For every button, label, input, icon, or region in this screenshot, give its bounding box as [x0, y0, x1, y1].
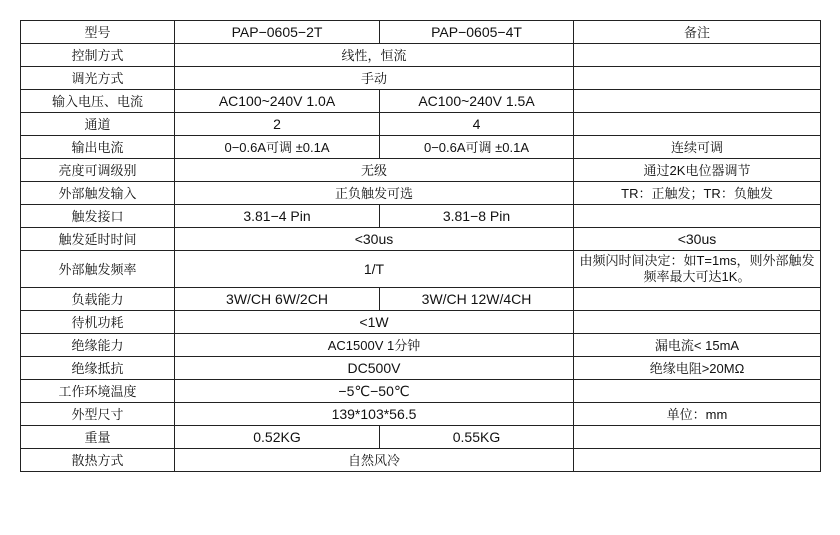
- row-label: 工作环境温度: [21, 380, 175, 403]
- note-cell: [574, 426, 821, 449]
- note-cell: 连续可调: [574, 136, 821, 159]
- note-cell: [574, 205, 821, 228]
- model-4t-value: 4: [380, 113, 574, 136]
- row-label: 通道: [21, 113, 175, 136]
- note-cell: [574, 90, 821, 113]
- shared-value: 无级: [175, 159, 574, 182]
- shared-value: 1/T: [175, 251, 574, 288]
- table-row: [21, 113, 821, 136]
- shared-value: 手动: [175, 67, 574, 90]
- table-row: [21, 449, 821, 472]
- row-label: 外型尺寸: [21, 403, 175, 426]
- model-2t-value: 0−0.6A可调 ±0.1A: [175, 136, 380, 159]
- model-2t-value: 2: [175, 113, 380, 136]
- table-row: [21, 228, 821, 251]
- row-label: 触发接口: [21, 205, 175, 228]
- table-row: [21, 90, 821, 113]
- row-label: 绝缘能力: [21, 334, 175, 357]
- note-cell: [574, 311, 821, 334]
- model-2t-header: PAP−0605−2T: [175, 21, 380, 44]
- model-4t-value: 0−0.6A可调 ±0.1A: [380, 136, 574, 159]
- note-cell: 通过2K电位器调节: [574, 159, 821, 182]
- note-cell: TR：正触发；TR：负触发: [574, 182, 821, 205]
- note-cell: 绝缘电阻>20MΩ: [574, 357, 821, 380]
- model-2t-value: 3W/CH 6W/2CH: [175, 288, 380, 311]
- note-cell: [574, 44, 821, 67]
- shared-value: DC500V: [175, 357, 574, 380]
- model-2t-value: 3.81−4 Pin: [175, 205, 380, 228]
- shared-value: 线性，恒流: [175, 44, 574, 67]
- table-row: [21, 311, 821, 334]
- model-4t-value: AC100~240V 1.5A: [380, 90, 574, 113]
- table-row: [21, 288, 821, 311]
- note-cell: 由频闪时间决定：如T=1ms，则外部触发频率最大可达1K。: [574, 251, 821, 288]
- row-label: 输出电流: [21, 136, 175, 159]
- table-row: [21, 182, 821, 205]
- shared-value: 自然风冷: [175, 449, 574, 472]
- note-cell: [574, 113, 821, 136]
- row-label: 绝缘抵抗: [21, 357, 175, 380]
- table-row: [21, 21, 821, 44]
- table-row: [21, 334, 821, 357]
- note-cell: [574, 67, 821, 90]
- note-cell: 漏电流< 15mA: [574, 334, 821, 357]
- table-row: [21, 357, 821, 380]
- row-label: 型号: [21, 21, 175, 44]
- note-cell: <30us: [574, 228, 821, 251]
- table-row: [21, 403, 821, 426]
- table-row: [21, 205, 821, 228]
- row-label: 输入电压、电流: [21, 90, 175, 113]
- row-label: 待机功耗: [21, 311, 175, 334]
- shared-value: −5℃−50℃: [175, 380, 574, 403]
- row-label: 散热方式: [21, 449, 175, 472]
- row-label: 重量: [21, 426, 175, 449]
- spec-table-container: [20, 20, 820, 472]
- table-row: [21, 44, 821, 67]
- note-cell: [574, 288, 821, 311]
- row-label: 控制方式: [21, 44, 175, 67]
- note-header: 备注: [574, 21, 821, 44]
- shared-value: 139*103*56.5: [175, 403, 574, 426]
- shared-value: <1W: [175, 311, 574, 334]
- note-cell: [574, 449, 821, 472]
- model-4t-header: PAP−0605−4T: [380, 21, 574, 44]
- model-2t-value: AC100~240V 1.0A: [175, 90, 380, 113]
- model-2t-value: 0.52KG: [175, 426, 380, 449]
- shared-value: AC1500V 1分钟: [175, 334, 574, 357]
- row-label: 外部触发输入: [21, 182, 175, 205]
- row-label: 负载能力: [21, 288, 175, 311]
- model-4t-value: 3.81−8 Pin: [380, 205, 574, 228]
- shared-value: 正负触发可选: [175, 182, 574, 205]
- table-row: [21, 136, 821, 159]
- model-4t-value: 0.55KG: [380, 426, 574, 449]
- table-row: [21, 380, 821, 403]
- model-4t-value: 3W/CH 12W/4CH: [380, 288, 574, 311]
- table-row: [21, 67, 821, 90]
- shared-value: <30us: [175, 228, 574, 251]
- row-label: 亮度可调级别: [21, 159, 175, 182]
- table-row: [21, 426, 821, 449]
- row-label: 触发延时时间: [21, 228, 175, 251]
- spec-table: [20, 20, 821, 472]
- row-label: 外部触发频率: [21, 251, 175, 288]
- table-row: [21, 251, 821, 288]
- row-label: 调光方式: [21, 67, 175, 90]
- note-cell: 单位：mm: [574, 403, 821, 426]
- note-cell: [574, 380, 821, 403]
- table-row: [21, 159, 821, 182]
